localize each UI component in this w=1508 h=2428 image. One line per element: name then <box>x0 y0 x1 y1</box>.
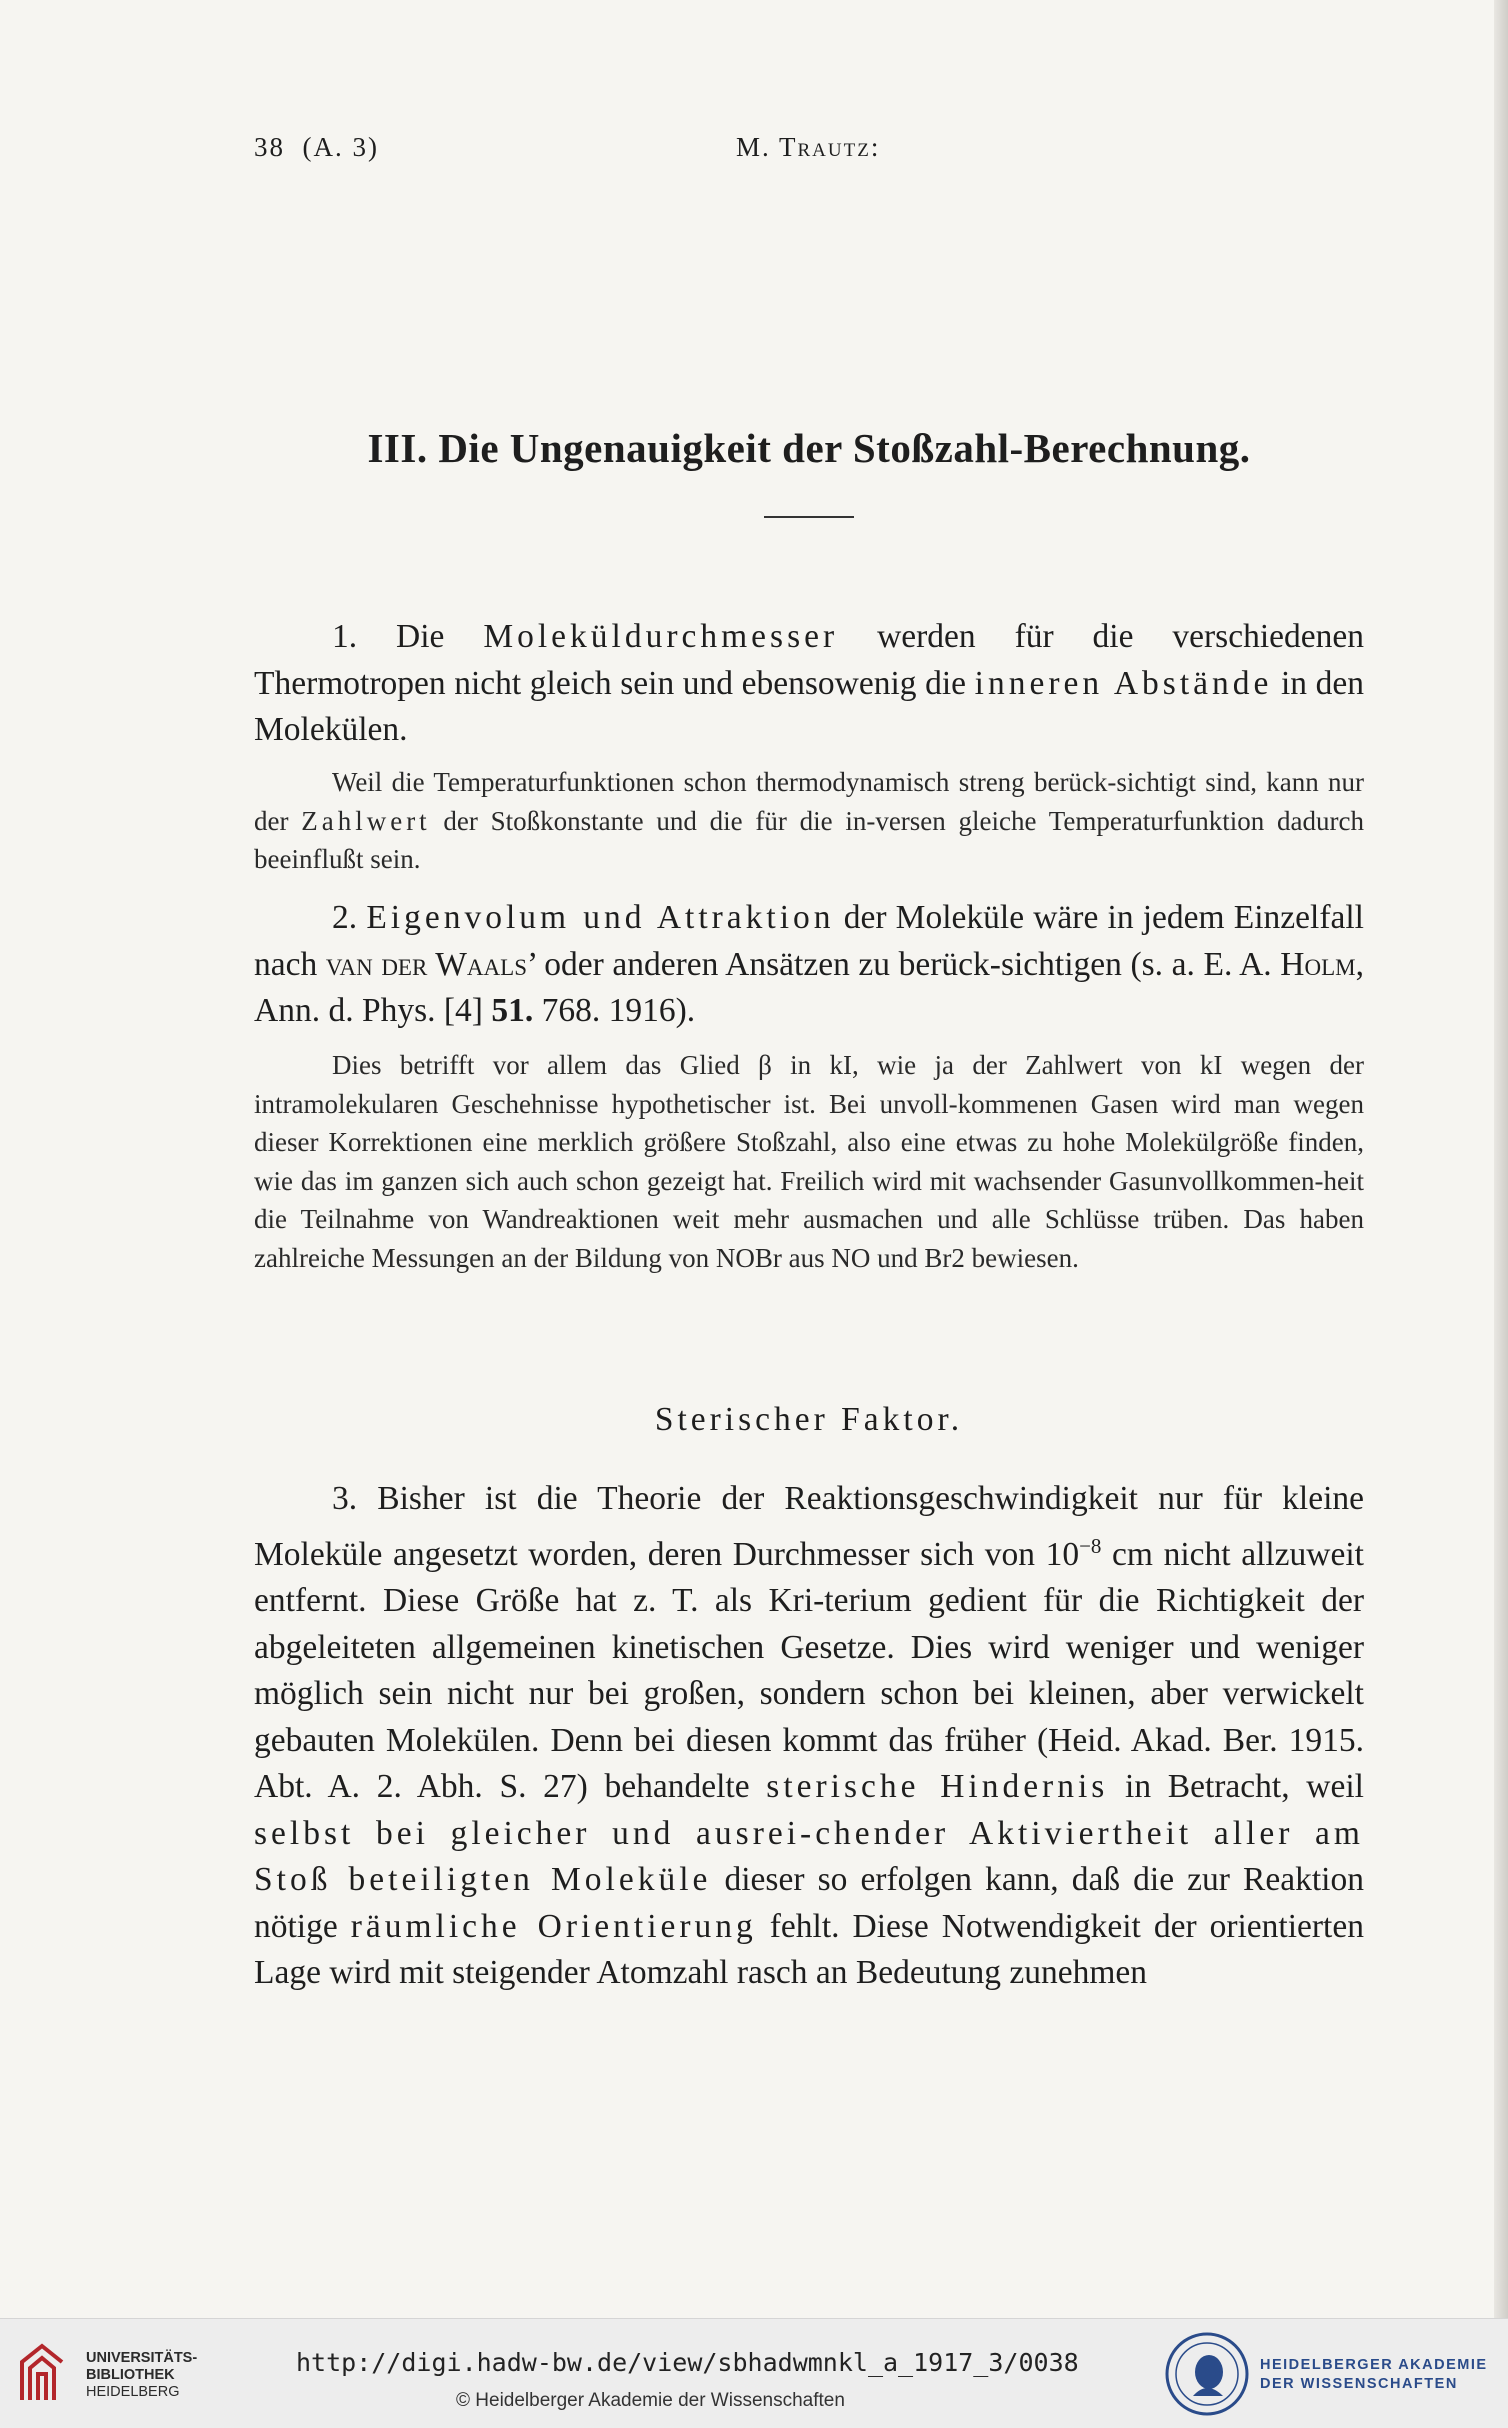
academy-name: HEIDELBERGER AKADEMIE DER WISSENSCHAFTEN <box>1260 2357 1488 2392</box>
emphasis-text: Eigenvolum und Attraktion <box>366 899 835 936</box>
page-number: 38 (A. 3) <box>254 132 379 162</box>
divider-rule <box>764 516 854 518</box>
section-ref: (A. 3) <box>302 132 379 162</box>
copyright-notice: © Heidelberger Akademie der Wissenschaften <box>456 2390 845 2411</box>
library-logo-icon <box>18 2340 66 2406</box>
page-edge <box>1494 0 1508 2318</box>
academy-seal-icon <box>1163 2330 1251 2418</box>
emphasis-text: selbst bei gleicher und ausrei-chender Aktiviertheit aller am Stoß beteiligten Moleküle <box>254 1814 1364 1899</box>
section-title: III. Die Ungenauigkeit der Stoßzahl-Berechnung. <box>367 425 1251 471</box>
footnote-2: Dies betrifft vor allem das Glied β in kI, wie ja der Zahlwert von kI wegen der intramolekularen Geschehnisse hypothetischer ist. Bei unvoll-kommenen Gasen wird man wegen dieser Korrektionen eine merklich größere Stoßzahl, also eine etwas zu hohe Molekülgröße finden, wie das im ganzen sich auch schon gezeigt hat. Freilich wird mit wachsender Gasunvollkommen-heit die Teilnahme von Wandreaktionen weit mehr ausmachen und alle Schlüsse trüben. Das haben zahlreiche Messungen an der Bildung von NOBr aus NO und Br2 bewiesen. <box>254 1050 1364 1273</box>
running-head <box>254 132 1364 172</box>
author-name: Holm <box>1280 945 1356 983</box>
volume-number: 51. <box>491 992 534 1029</box>
running-head-author: M. Trautz: <box>736 132 881 162</box>
subheading: Sterischer Faktor. <box>654 1401 964 1438</box>
paragraph-1: 1. Die Moleküldurchmesser werden für die verschiedenen Thermotropen nicht gleich sein und ebensowenig die inneren Abstände in den Molekülen. <box>254 618 1365 748</box>
permalink-url[interactable]: http://digi.hadw-bw.de/view/sbhadwmnkl_a_1917_3/0038 <box>296 2348 1079 2377</box>
paragraph-2: 2. Eigenvolum und Attraktion der Moleküle wäre in jedem Einzelfall nach van der Waals’ oder anderen Ansätzen zu berück-sichtigen (s. a. E. A. Holm, Ann. d. Phys. [4] 51. 768. 1916). <box>254 899 1364 1029</box>
author-name: van der Waals <box>325 945 527 983</box>
paragraph-3: 3. Bisher ist die Theorie der Reaktionsgeschwindigkeit nur für kleine Moleküle angesetzt worden, deren Durchmesser sich von $10^{-8}$ cm nicht allzuweit entfernt. Diese Größe hat z. T. als Kri-terium gedient für die Richtigkeit der abgeleiteten allgemeinen kinetischen Gesetze. Dies wird weniger und weniger möglich sein nicht nur bei großen, sondern schon bei kleinen, aber verwickelt gebauten Molekülen. Denn bei diesen kommt das früher (Heid. Akad. Ber. 1915. Abt. A. 2. Abh. S. 27) behandelte sterische Hindernis in Betracht, weil selbst bei gleicher und ausrei-chender Aktiviertheit aller am Stoß beteiligten Moleküle dieser so erfolgen kann, daß die zur Reaktion nötige räumliche Orientierung fehlt. Diese Notwendigkeit der orientierten Lage wird mit steigender Atomzahl rasch an Bedeutung zunehmen <box>254 1480 1364 1992</box>
emphasis-text: inneren Abstände <box>974 664 1273 702</box>
emphasis-text: räumliche Orientierung <box>350 1907 757 1945</box>
emphasis-text: sterische Hindernis <box>766 1768 1109 1806</box>
emphasis-text: Zahlwert <box>301 805 431 836</box>
footnote-1: Weil die Temperaturfunktionen schon thermodynamisch streng berück-sichtigt sind, kann nur der Zahlwert der Stoßkonstante und die für die in-versen gleiche Temperaturfunktion dadurch beeinflußt sein. <box>254 767 1364 874</box>
library-name: UNIVERSITÄTS- BIBLIOTHEK HEIDELBERG <box>86 2350 198 2400</box>
exponent: −8 <box>1079 1533 1102 1558</box>
emphasis-text: Moleküldurchmesser <box>483 618 839 655</box>
